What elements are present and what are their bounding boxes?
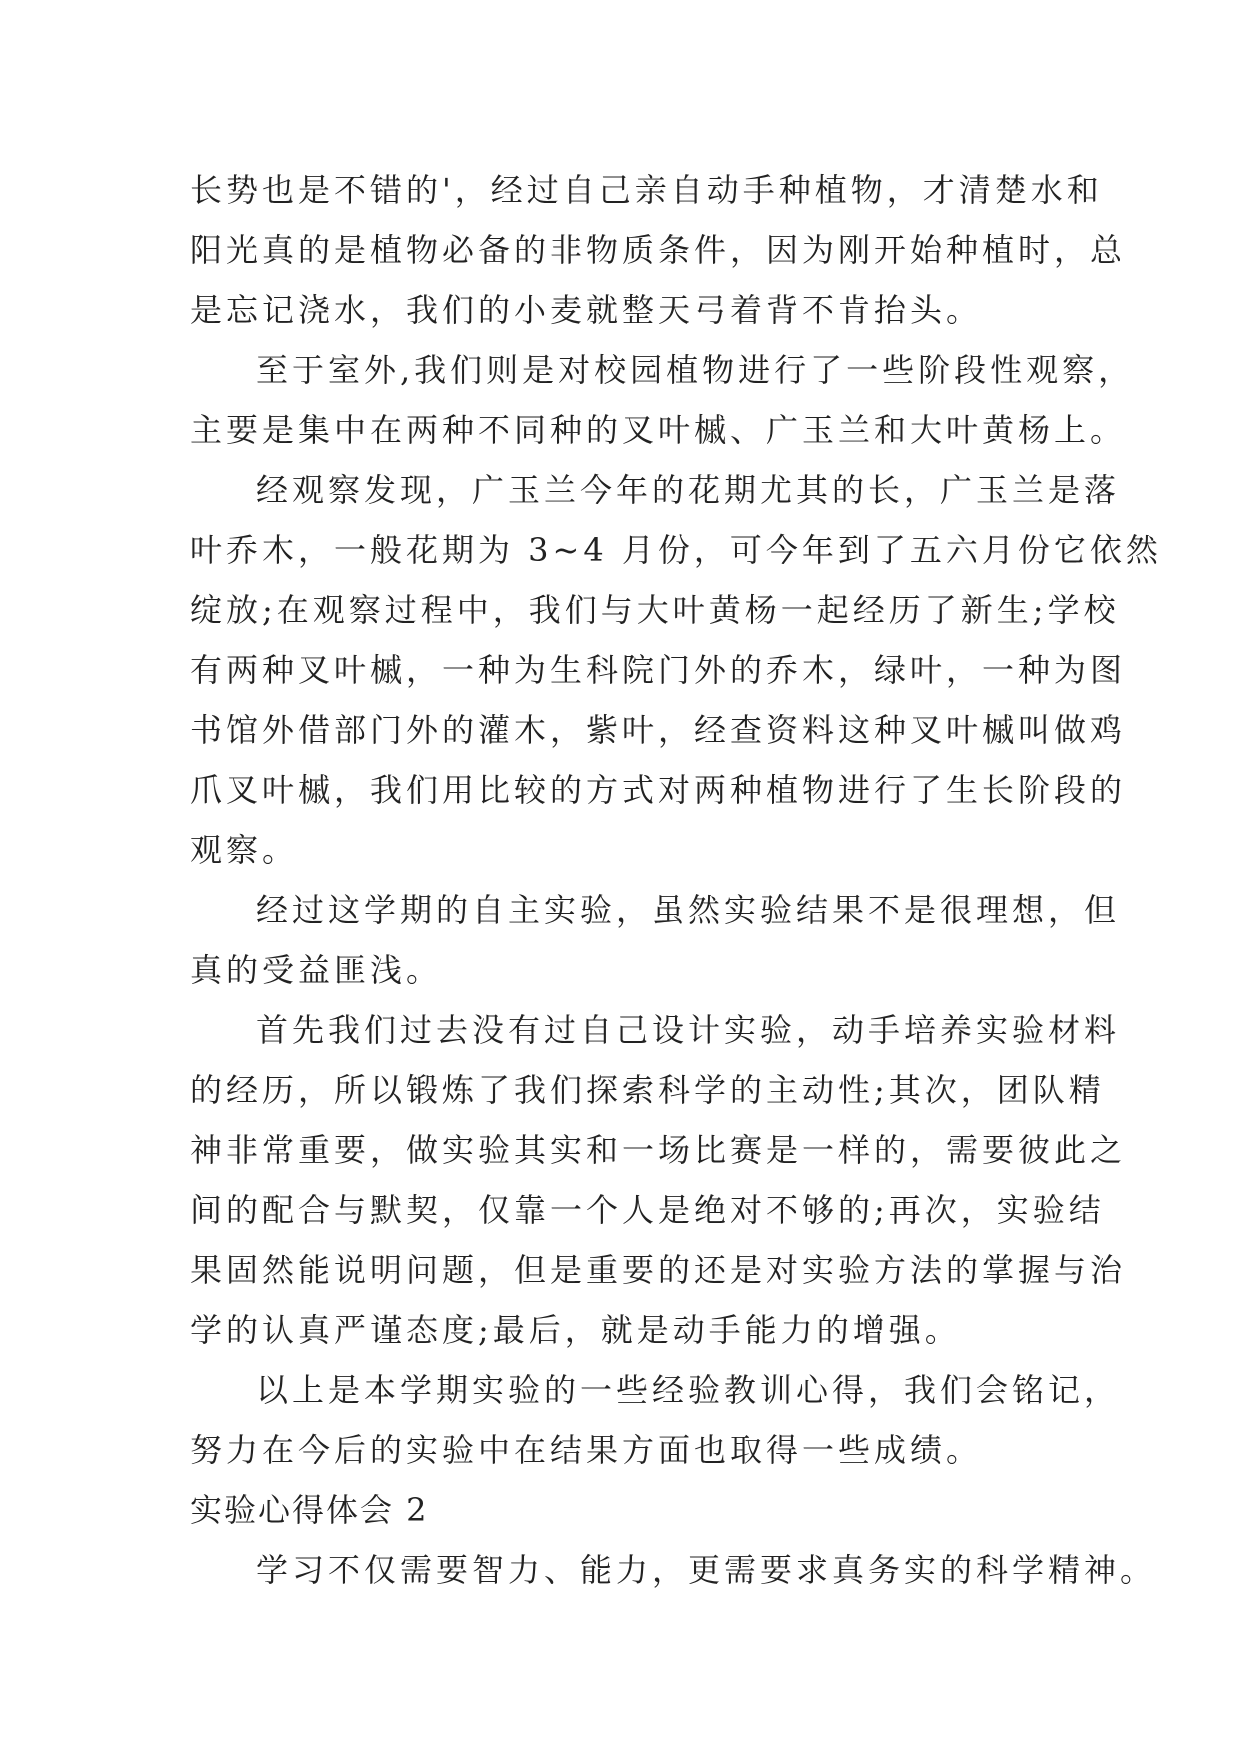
- document-body: [190, 160, 1162, 1600]
- text-line: 至于室外,我们则是对校园植物进行了一些阶段性观察，: [256, 351, 1135, 389]
- text-line: 经观察发现，广玉兰今年的花期尤其的长，广玉兰是落: [256, 471, 1121, 509]
- text-line: 真的受益匪浅。: [190, 951, 443, 989]
- text-line: 观察。: [190, 831, 299, 869]
- text-line: 阳光真的是植物必备的非物质条件，因为刚开始种植时，总: [190, 231, 1127, 269]
- text-line: 神非常重要，做实验其实和一场比赛是一样的，需要彼此之: [190, 1131, 1127, 1169]
- text-line: 间的配合与默契，仅靠一个人是绝对不够的;再次，实验结: [190, 1191, 1105, 1229]
- section-heading: 实验心得体会 2: [190, 1491, 429, 1529]
- text-line: 学习不仅需要智力、能力，更需要求真务实的科学精神。: [256, 1551, 1157, 1589]
- text-line: 绽放;在观察过程中，我们与大叶黄杨一起经历了新生;学校: [190, 591, 1120, 629]
- text-line: 努力在今后的实验中在结果方面也取得一些成绩。: [190, 1431, 983, 1469]
- text-line: 主要是集中在两种不同种的叉叶槭、广玉兰和大叶黄杨上。: [190, 411, 1127, 449]
- text-line: 是忘记浇水，我们的小麦就整天弓着背不肯抬头。: [190, 291, 983, 329]
- text-line: 的经历，所以锻炼了我们探索科学的主动性;其次，团队精: [190, 1071, 1105, 1109]
- text-line: 长势也是不错的'，经过自己亲自动手种植物，才清楚水和: [190, 171, 1103, 209]
- text-line: 果固然能说明问题，但是重要的还是对实验方法的掌握与治: [190, 1251, 1127, 1289]
- text-line: 经过这学期的自主实验，虽然实验结果不是很理想，但: [256, 891, 1121, 929]
- text-line: 爪叉叶槭，我们用比较的方式对两种植物进行了生长阶段的: [190, 771, 1127, 809]
- text-line: 首先我们过去没有过自己设计实验，动手培养实验材料: [256, 1011, 1121, 1049]
- text-line: 以上是本学期实验的一些经验教训心得，我们会铭记，: [256, 1371, 1121, 1409]
- text-line: 书馆外借部门外的灌木，紫叶，经查资料这种叉叶槭叫做鸡: [190, 711, 1127, 749]
- text-line: 有两种叉叶槭，一种为生科院门外的乔木，绿叶，一种为图: [190, 651, 1127, 689]
- text-line: 学的认真严谨态度;最后，就是动手能力的增强。: [190, 1311, 961, 1349]
- text-line: 叶乔木，一般花期为 3~4 月份，可今年到了五六月份它依然: [190, 531, 1162, 569]
